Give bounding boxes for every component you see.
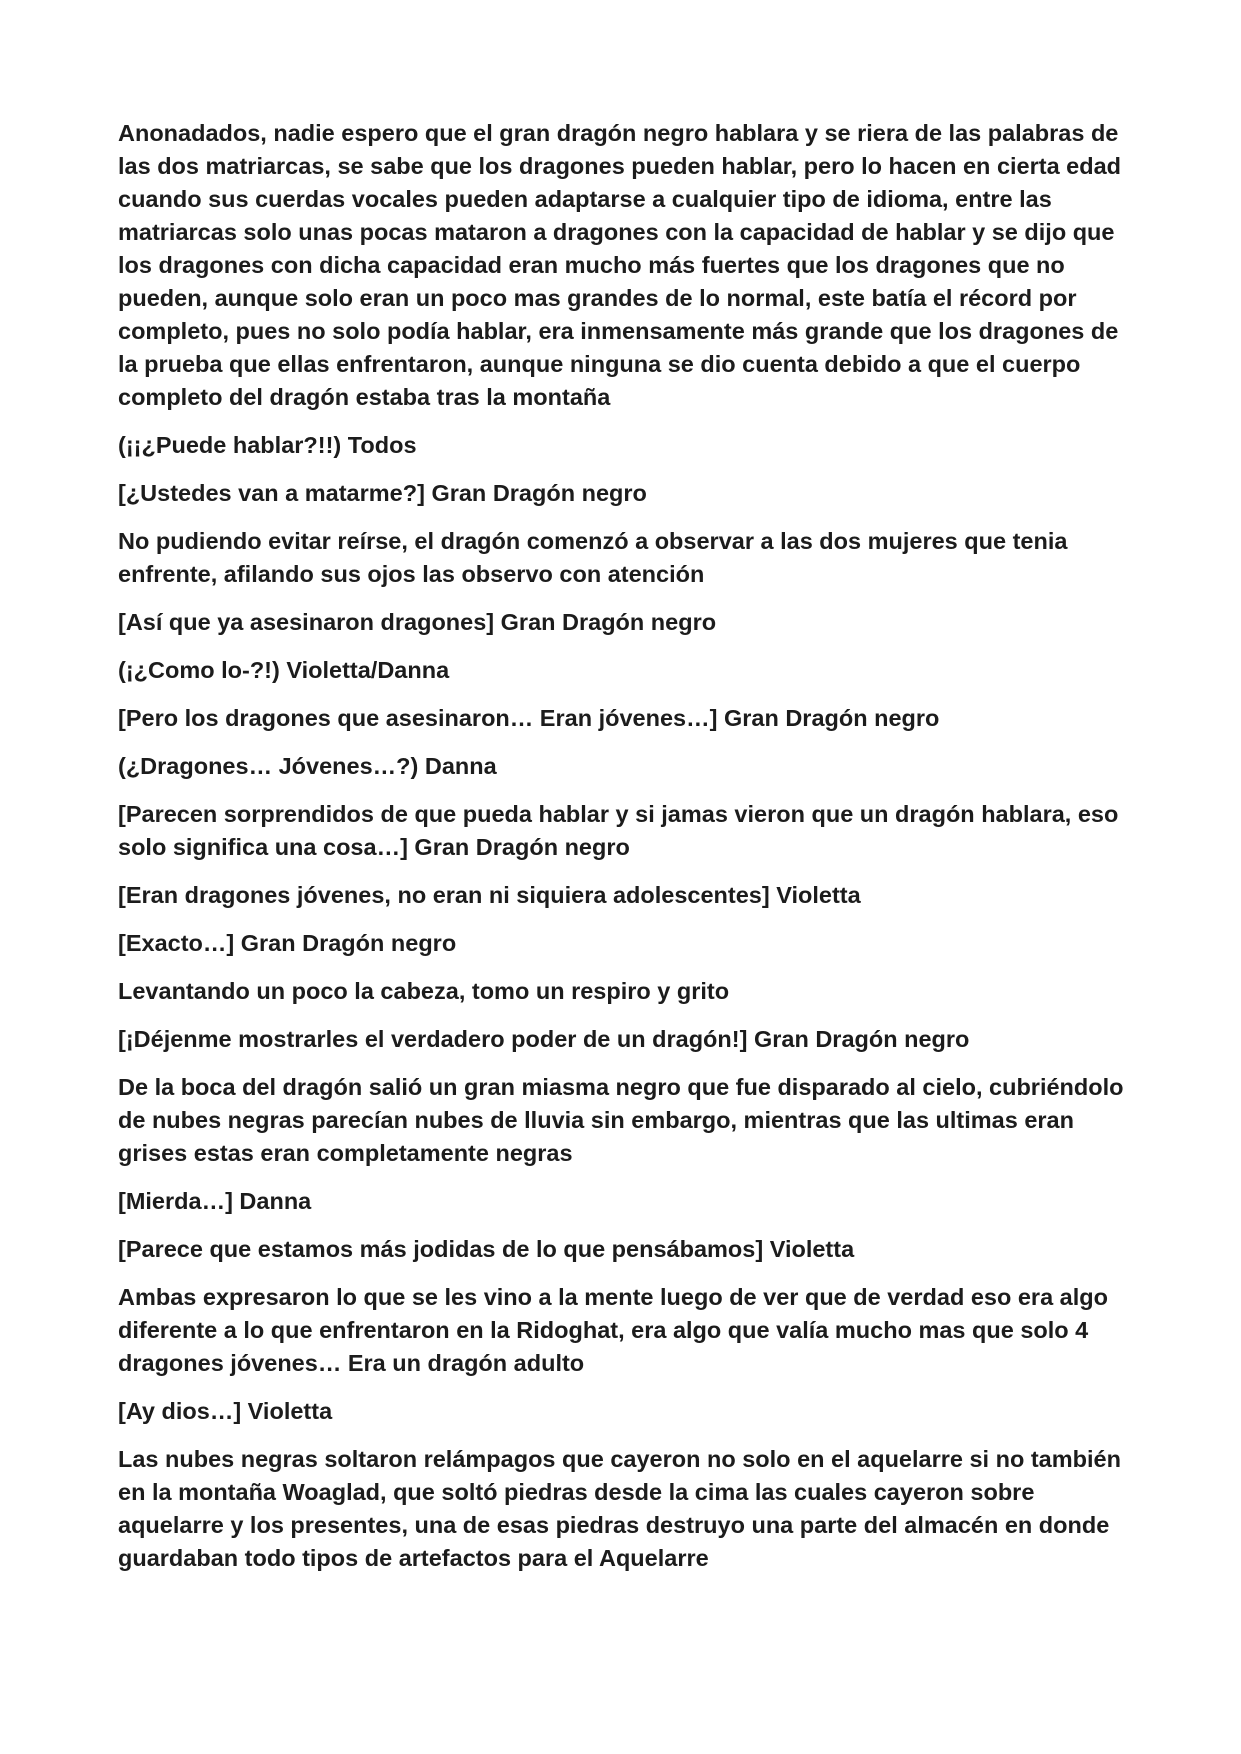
dialogue-line: [Parece que estamos más jodidas de lo que pensábamos] Violetta	[118, 1236, 855, 1262]
dialogue-line: [Así que ya asesinaron dragones] Gran Dragón negro	[118, 609, 717, 635]
narration-paragraph: Ambas expresaron lo que se les vino a la mente luego de ver que de verdad eso era algo diferente a lo que enfrentaron en la Ridoghat, era algo que valía mucho mas que solo 4 dragones jóvenes… Era un dragón adulto	[118, 1284, 1108, 1376]
dialogue-line: [Ay dios…] Violetta	[118, 1398, 333, 1424]
narration-paragraph: Las nubes negras soltaron relámpagos que cayeron no solo en el aquelarre si no también en la montaña Woaglad, que soltó piedras desde la cima las cuales cayeron sobre aquelarre y los presentes, una de esas piedras destruyo una parte del almacén en donde guardaban todo tipos de artefactos para el Aquelarre	[118, 1446, 1121, 1571]
dialogue-line: (¡¿Como lo-?!) Violetta/Danna	[118, 657, 450, 683]
dialogue-line: [Mierda…] Danna	[118, 1188, 312, 1214]
dialogue-line: (¡¡¿Puede hablar?!!) Todos	[118, 432, 417, 458]
dialogue-line: [¡Déjenme mostrarles el verdadero poder de un dragón!] Gran Dragón negro	[118, 1026, 970, 1052]
document-page	[118, 117, 1138, 1590]
dialogue-line: [Eran dragones jóvenes, no eran ni siquiera adolescentes] Violetta	[118, 882, 861, 908]
dialogue-line: [Exacto…] Gran Dragón negro	[118, 930, 457, 956]
narration-paragraph: Anonadados, nadie espero que el gran dragón negro hablara y se riera de las palabras de las dos matriarcas, se sabe que los dragones pueden hablar, pero lo hacen en cierta edad cuando sus cuerdas vocales pueden adaptarse a cualquier tipo de idioma, entre las matriarcas solo unas pocas mataron a dragones con la capacidad de hablar y se dijo que los dragones con dicha capacidad eran mucho más fuertes que los dragones que no pueden, aunque solo eran un poco mas grandes de lo normal, este batía el récord por completo, pues no solo podía hablar, era inmensamente más grande que los dragones de la prueba que ellas enfrentaron, aunque ninguna se dio cuenta debido a que el cuerpo completo del dragón estaba tras la montaña	[118, 120, 1122, 410]
dialogue-line: [Parecen sorprendidos de que pueda hablar y si jamas vieron que un dragón hablara, eso solo significa una cosa…] Gran Dragón negro	[118, 801, 1119, 860]
narration-paragraph: Levantando un poco la cabeza, tomo un respiro y grito	[118, 978, 730, 1004]
dialogue-line: [Pero los dragones que asesinaron… Eran jóvenes…] Gran Dragón negro	[118, 705, 940, 731]
dialogue-line: (¿Dragones… Jóvenes…?) Danna	[118, 753, 497, 779]
narration-paragraph: De la boca del dragón salió un gran miasma negro que fue disparado al cielo, cubriéndolo de nubes negras parecían nubes de lluvia sin embargo, mientras que las ultimas eran grises estas eran completamente negras	[118, 1074, 1124, 1166]
dialogue-line: [¿Ustedes van a matarme?] Gran Dragón negro	[118, 480, 647, 506]
narration-paragraph: No pudiendo evitar reírse, el dragón comenzó a observar a las dos mujeres que tenia enfrente, afilando sus ojos las observo con atención	[118, 528, 1068, 587]
